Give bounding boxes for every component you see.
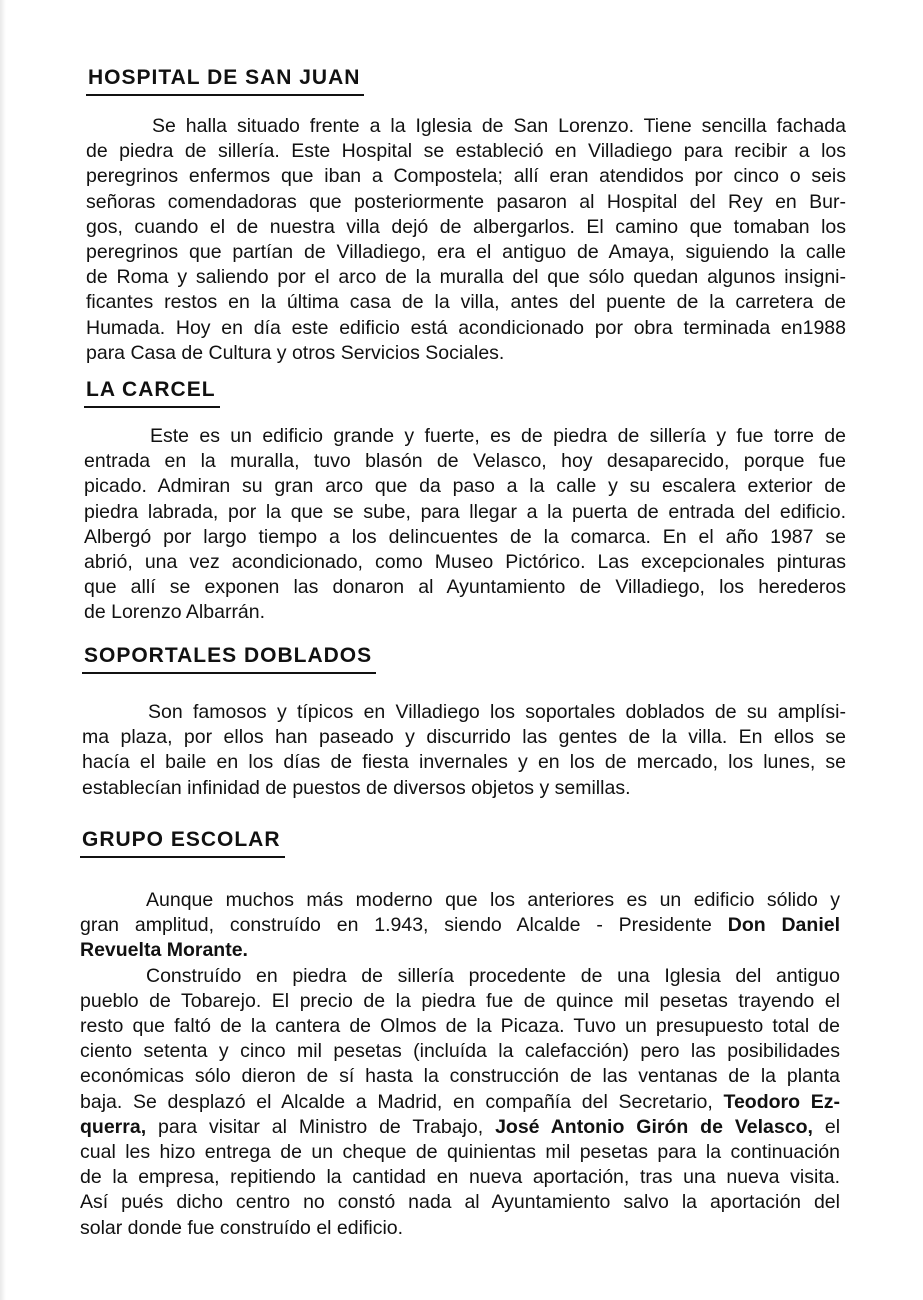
text-line: económicas sólo dieron de sí hasta la construcción de las ventanas de la planta (80, 1065, 840, 1088)
text-fragment: para visitar al Ministro de Trabajo, (158, 1115, 484, 1138)
section-hospital-de-san-juan (86, 66, 846, 366)
text-line: de piedra de sillería. Este Hospital se estableció en Villadiego para recibir a los (86, 140, 846, 163)
text-line: que allí se exponen las donaron al Ayuntamiento de Villadiego, los herederos (84, 576, 846, 599)
text-line: peregrinos que partían de Villadiego, era el antiguo de Amaya, siguiendo la calle (86, 241, 846, 264)
text-line: peregrinos enfermos que iban a Compostela; allí eran atendidos por cinco o seis (86, 165, 846, 188)
text-line: Este es un edificio grande y fuerte, es de piedra de sillería y fue torre de (150, 425, 846, 447)
text-line (80, 938, 840, 963)
bold-name-ministro: José Antonio Girón de Velasco, (495, 1115, 813, 1138)
text-line: ciento setenta y cinco mil pesetas (incluída la calefacción) pero las posibilidades (80, 1040, 840, 1063)
text-line: Construído en piedra de sillería procedente de una Iglesia del antiguo (146, 964, 840, 987)
section-soportales-doblados (82, 644, 846, 801)
text-line (80, 1090, 840, 1115)
text-line: hacía el baile en los días de fiesta invernales y en los de mercado, los lunes, se (82, 751, 846, 774)
text-line: ficantes restos en la última casa de la villa, antes del puente de la carretera de (86, 291, 846, 314)
text-line: piedra labrada, por la que se sube, para llegar a la puerta de entrada del edificio. (84, 500, 846, 523)
section-la-carcel (84, 378, 846, 626)
text-line: entrada en la muralla, tuvo blasón de Velasco, hoy desaparecido, porque fue (84, 450, 846, 473)
section-heading: LA CARCEL (84, 378, 220, 408)
text-fragment: gran amplitud, construído en 1.943, siendo Alcalde - Presidente (80, 914, 712, 937)
section-paragraph (82, 700, 846, 801)
section-paragraph (84, 424, 846, 626)
text-line: gos, cuando el de nuestra villa dejó de albergarlos. El camino que tomaban los (86, 215, 846, 238)
text-line: pueblo de Tobarejo. El precio de la piedra fue de quince mil pesetas trayendo el (80, 989, 840, 1012)
text-line: Albergó por largo tiempo a los delincuentes de la comarca. En el año 1987 se (84, 525, 846, 548)
text-line: abrió, una vez acondicionado, como Museo Pictórico. Las excepcionales pinturas (84, 551, 846, 574)
scan-edge-shadow (0, 0, 6, 1300)
text-line: establecían infinidad de puestos de diversos objetos y semillas. (82, 776, 631, 799)
text-line: cual les hizo entrega de un cheque de quinientas mil pesetas para la continuación (80, 1141, 840, 1164)
text-line (80, 913, 840, 938)
text-line: solar donde fue construído el edificio. (80, 1216, 404, 1239)
section-paragraph (80, 888, 840, 964)
bold-name-secretario-cont: querra, (80, 1115, 147, 1138)
text-line: Se halla situado frente a la Iglesia de San Lorenzo. Tiene sencilla fachada (152, 115, 846, 137)
text-line: ma plaza, por ellos han paseado y discurrido las gentes de la villa. En ellos se (82, 726, 846, 749)
text-line: Aunque muchos más moderno que los anteriores es un edificio sólido y (146, 889, 840, 911)
text-line: Son famosos y típicos en Villadiego los soportales doblados de su amplísi- (148, 701, 846, 723)
text-line: picado. Admiran su gran arco que da paso a la calle y su escalera exterior de (84, 475, 846, 498)
text-line: Humada. Hoy en día este edificio está acondicionado por obra terminada en1988 (86, 316, 846, 339)
text-fragment: baja. Se desplazó el Alcalde a Madrid, en compañía del Secretario, (80, 1090, 713, 1113)
section-heading: SOPORTALES DOBLADOS (82, 644, 376, 674)
bold-name-alcalde: Don Daniel (727, 914, 840, 937)
bold-name-secretario: Teodoro Ez- (723, 1090, 840, 1113)
section-paragraph (80, 964, 840, 1241)
section-heading: HOSPITAL DE SAN JUAN (86, 66, 364, 96)
text-fragment: el (824, 1115, 841, 1138)
section-grupo-escolar (80, 828, 840, 1241)
text-line: de Lorenzo Albarrán. (84, 601, 266, 624)
bold-name-alcalde-surname: Revuelta Morante. (80, 939, 248, 962)
text-line: Así pués dicho centro no constó nada al Ayuntamiento salvo la aportación del (80, 1191, 840, 1214)
text-line: de Roma y saliendo por el arco de la muralla del que sólo quedan algunos insigni- (86, 266, 846, 289)
section-heading: GRUPO ESCOLAR (80, 828, 285, 858)
text-line (80, 1115, 840, 1140)
section-paragraph (86, 114, 846, 366)
text-line: para Casa de Cultura y otros Servicios Sociales. (86, 341, 505, 364)
text-line: señoras comendadoras que posteriormente pasaron al Hospital del Rey en Bur- (86, 190, 846, 213)
text-line: de la empresa, repitiendo la cantidad en nueva aportación, tras una nueva visita. (80, 1166, 840, 1189)
text-line: resto que faltó de la cantera de Olmos de la Picaza. Tuvo un presupuesto total de (80, 1015, 840, 1038)
